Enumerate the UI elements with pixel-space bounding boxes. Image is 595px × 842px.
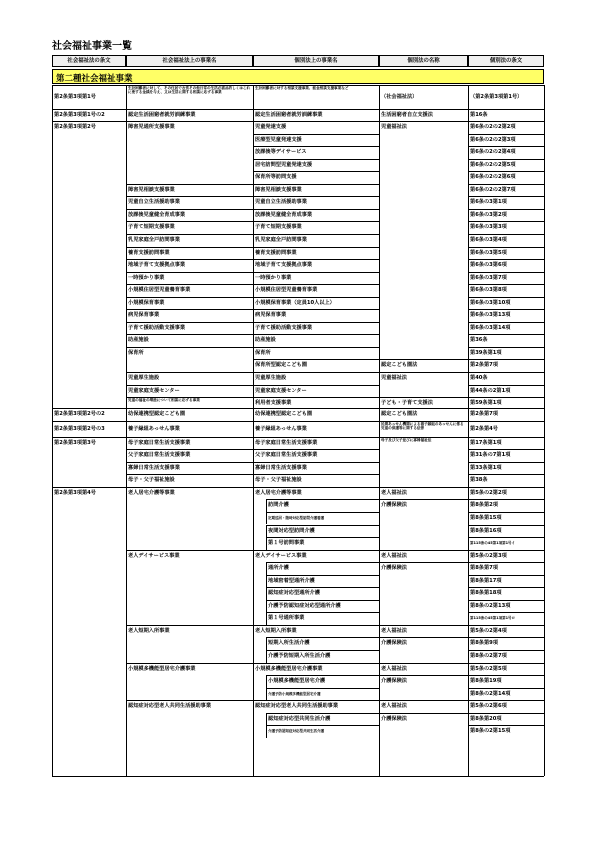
individual-law-business-cell: 保育所型認定こども園	[255, 362, 307, 369]
law-article-cell: 第5条の2第4項	[470, 627, 507, 634]
individual-law-business-cell: 児童発達支援	[255, 124, 287, 130]
law-article-cell: 第6条の3第1項	[470, 199, 507, 206]
business-name-cell: 寡婦日常生活支援事業	[128, 464, 180, 471]
individual-law-business-cell: 小規模多機能型居宅介護	[268, 678, 326, 685]
law-article-cell: 第40条	[470, 375, 488, 381]
law-article-cell: 第17条第1項	[470, 439, 502, 446]
law-article-cell: 第8条第20項	[470, 715, 502, 722]
law-article-cell: 第8条第7項	[470, 565, 498, 572]
individual-law-business-cell: 定期巡回・随時対応型訪問介護看護	[268, 515, 324, 520]
individual-law-business-cell: 介護予防短期入所生活介護	[268, 653, 331, 659]
business-name-cell: 老人デイサービス事業	[128, 552, 180, 559]
law-article-cell: 第8条の2第7項	[470, 653, 507, 659]
law-article-cell: 第6条の3第14項	[470, 324, 511, 331]
individual-law-business-cell: 養子縁組あっせん事業	[255, 425, 307, 432]
law-name-cell: 民間あっせん機関による養子縁組のあっせんに係る児童の保護等に関する法律	[381, 421, 464, 431]
law-article-cell: 第8条の2第14項	[470, 690, 511, 697]
business-name-cell: 一時預かり事業	[128, 274, 165, 281]
individual-law-business-cell: 子育て援助活動支援事業	[255, 324, 313, 331]
law-name-cell: 生活困窮者自立支援法	[381, 112, 433, 118]
individual-law-business-cell: 児童厚生施設	[255, 375, 287, 381]
column-header: 社会福祉法上の事業名	[126, 55, 253, 67]
law-name-cell: 老人福祉法	[381, 489, 407, 496]
individual-law-business-cell: 第１号訪問事業	[268, 540, 305, 547]
sub-item-divider	[266, 713, 267, 726]
individual-law-business-cell: 寡婦日常生活支援事業	[255, 464, 307, 471]
sub-item-divider	[266, 725, 267, 738]
business-name-cell: 児童厚生施設	[128, 375, 160, 381]
law-article-cell: 第115条の45第1項第1号イ	[470, 541, 516, 546]
column-divider	[126, 85, 127, 776]
law-name-cell: 介護保険法	[381, 678, 407, 685]
business-name-cell: 小規模保育事業	[128, 299, 165, 306]
business-name-cell: 病児保育事業	[128, 312, 160, 319]
individual-law-business-cell: 認定生活困窮者就労訓練事業	[255, 112, 323, 118]
law-article-cell: 第6条の2の2第7項	[470, 186, 516, 193]
article-cell: 第2条第3項第2号	[54, 124, 96, 130]
business-name-cell: 乳児家庭全戸訪問事業	[128, 236, 180, 243]
individual-law-business-cell: 養育支援訪問事業	[255, 249, 297, 256]
law-article-cell: 第8条第19項	[470, 678, 502, 685]
law-name-cell: 介護保険法	[381, 715, 407, 722]
sub-item-divider	[266, 675, 267, 688]
sub-item-divider	[266, 525, 267, 538]
law-name-cell: 母子及び父子並びに寡婦福祉法	[381, 437, 432, 442]
column-divider	[379, 85, 380, 776]
article-cell: 第2条第3項第4号	[54, 489, 96, 496]
business-name-cell: 老人居宅介護等事業	[128, 489, 175, 496]
individual-law-business-cell: 利用者支援事業	[255, 400, 292, 407]
business-name-cell: 認定生活困窮者就労訓練事業	[128, 112, 196, 118]
law-name-cell: 認定こども園法	[381, 362, 418, 369]
law-article-cell: （第2条第3項第1号）	[470, 94, 523, 100]
individual-law-business-cell: 乳児家庭全戸訪問事業	[255, 236, 307, 243]
law-article-cell: 第8条第16項	[470, 527, 502, 534]
business-name-cell: 老人短期入所事業	[128, 627, 170, 634]
law-name-cell: 老人福祉法	[381, 552, 407, 559]
sub-item-divider	[266, 612, 267, 625]
law-article-cell: 第6条の3第10項	[470, 299, 511, 306]
business-name-cell: 助産施設	[128, 337, 149, 344]
individual-law-business-cell: 認知症対応型老人共同生活援助事業	[255, 703, 339, 710]
law-article-cell: 第31条の7第1項	[470, 452, 511, 459]
page-title: 社会福祉事業一覧	[52, 41, 132, 52]
individual-law-business-cell: 保育所	[255, 349, 271, 356]
individual-law-business-cell: 放課後等デイサービス	[255, 149, 307, 156]
business-name-cell: 子育て短期支援事業	[128, 224, 175, 231]
law-article-cell: 第33条第1項	[470, 464, 502, 471]
law-article-cell: 第6条の3第7項	[470, 274, 507, 281]
column-header: 個別法上の事業名	[253, 55, 379, 67]
table-border-bottom	[52, 776, 544, 777]
individual-law-business-cell: 地域子育て支援拠点事業	[255, 262, 313, 269]
law-name-cell: 介護保険法	[381, 502, 407, 509]
individual-law-business-cell: 助産施設	[255, 337, 276, 344]
law-article-cell: 第2条第4号	[470, 425, 498, 432]
business-name-cell: 地域子育て支援拠点事業	[128, 262, 186, 269]
sub-item-divider	[266, 600, 267, 613]
law-article-cell: 第6条の3第4項	[470, 236, 507, 243]
individual-law-business-cell: 老人短期入所事業	[255, 627, 297, 634]
individual-law-business-cell: 医療型児童発達支援	[255, 136, 302, 143]
individual-law-business-cell: 小規模住居型児童養育事業	[255, 287, 318, 294]
article-cell: 第2条第3項第3号	[54, 439, 96, 446]
law-article-cell: 第5条の2第5項	[470, 665, 507, 672]
law-article-cell: 第8条の2第15項	[470, 728, 511, 735]
individual-law-business-cell: 地域密着型通所介護	[268, 577, 315, 584]
individual-law-business-cell: 母子・父子福祉施設	[255, 477, 302, 484]
law-article-cell: 第2条第7項	[470, 411, 498, 418]
law-name-cell: 児童福祉法	[381, 124, 407, 130]
sub-item-divider	[266, 537, 267, 550]
law-article-cell: 第8条第17項	[470, 577, 502, 584]
business-name-cell: 障害児通所支援事業	[128, 124, 175, 130]
individual-law-business-cell: 居宅訪問型児童発達支援	[255, 161, 313, 168]
law-article-cell: 第6条の2の2第3項	[470, 136, 516, 143]
law-article-cell: 第8条第2項	[470, 502, 498, 509]
sub-item-divider	[266, 688, 267, 701]
individual-law-business-cell: 保育所等訪問支援	[255, 174, 297, 181]
individual-law-business-cell: 児童自立生活援助事業	[255, 199, 307, 206]
law-article-cell: 第5条の2第2項	[470, 489, 507, 496]
law-article-cell: 第115条の45第1項第1号ロ	[470, 616, 516, 621]
business-name-cell: 父子家庭日常生活支援事業	[128, 452, 191, 459]
law-name-cell: 認定こども園法	[381, 411, 418, 418]
law-article-cell: 第6条の3第13項	[470, 312, 511, 319]
business-name-cell: 小規模多機能型居宅介護事業	[128, 665, 196, 672]
law-article-cell: 第8条第9項	[470, 640, 498, 647]
article-cell: 第2条第3項第1号の2	[54, 112, 105, 118]
individual-law-business-cell: 老人居宅介護等事業	[255, 489, 302, 496]
individual-law-business-cell: 第１号通所事業	[268, 615, 305, 622]
business-name-cell: 生計困難者に対して、その住居で衣食その他日常の生活必需品若しくはこれに要する金銭を与え、又は生活に関する相談に応ずる事業	[128, 86, 251, 95]
law-article-cell: 第6条の3第3項	[470, 224, 507, 231]
business-name-cell: 小規模住居型児童養育事業	[128, 287, 191, 294]
individual-law-business-cell: 一時預かり事業	[255, 274, 292, 281]
business-name-cell: 養子縁組あっせん事業	[128, 425, 180, 432]
article-cell: 第2条第3項第2号の3	[54, 425, 105, 432]
law-article-cell: 第8条第15項	[470, 514, 502, 521]
law-article-cell: 第6条の3第5項	[470, 249, 507, 256]
law-name-cell: 老人福祉法	[381, 627, 407, 634]
column-divider	[253, 85, 254, 776]
law-name-cell: 老人福祉法	[381, 703, 407, 710]
article-cell: 第2条第3項第1号	[54, 94, 96, 100]
law-article-cell: 第5条の2第6項	[470, 703, 507, 710]
individual-law-business-cell: 老人デイサービス事業	[255, 552, 307, 559]
law-article-cell: 第6条の2の2第4項	[470, 149, 516, 156]
individual-law-business-cell: 夜間対応型訪問介護	[268, 527, 315, 534]
sub-item-divider	[266, 512, 267, 525]
sub-item-divider	[266, 499, 267, 512]
column-header: 個別法の名称	[379, 55, 468, 67]
individual-law-business-cell: 病児保育事業	[255, 312, 287, 319]
law-article-cell: 第59条第1項	[470, 400, 502, 407]
individual-law-business-cell: 介護予防認知症対応型共同生活介護	[268, 729, 324, 734]
sub-item-divider	[266, 587, 267, 600]
law-article-cell: 第16条	[470, 112, 488, 118]
law-article-cell: 第44条の2第1項	[470, 387, 511, 394]
law-name-cell: 介護保険法	[381, 640, 407, 647]
law-article-cell: 第36条	[470, 337, 488, 344]
law-article-cell: 第38条	[470, 477, 488, 484]
business-name-cell: 保育所	[128, 349, 144, 356]
column-divider	[468, 85, 469, 776]
individual-law-business-cell: 介護予防認知症対応型通所介護	[268, 602, 341, 609]
law-article-cell: 第6条の2の2第6項	[470, 174, 516, 181]
individual-law-business-cell: 認知症対応型通所介護	[268, 590, 320, 597]
business-name-cell: 幼保連携型認定こども園	[128, 411, 186, 418]
individual-law-business-cell: 介護予防小規模多機能型居宅介護	[268, 691, 321, 696]
individual-law-business-cell: 放課後児童健全育成事業	[255, 211, 313, 218]
law-article-cell: 第39条第1項	[470, 349, 502, 356]
business-name-cell: 児童の福祉の増進について相談に応ずる事業	[128, 398, 200, 403]
individual-law-business-cell: 母子家庭日常生活支援事業	[255, 439, 318, 446]
business-name-cell: 子育て援助活動支援事業	[128, 324, 186, 331]
section-title: 第二種社会福祉事業	[56, 74, 133, 84]
business-name-cell: 養育支援訪問事業	[128, 249, 170, 256]
sub-item-divider	[266, 575, 267, 588]
individual-law-business-cell: 短期入所生活介護	[268, 640, 310, 647]
law-name-cell: 老人福祉法	[381, 665, 407, 672]
individual-law-business-cell: 通所介護	[268, 565, 289, 572]
business-name-cell: 母子家庭日常生活支援事業	[128, 439, 191, 446]
law-article-cell: 第6条の3第2項	[470, 211, 507, 218]
law-article-cell: 第6条の3第8項	[470, 287, 507, 294]
sub-item-divider	[266, 637, 267, 650]
law-article-cell: 第6条の2の2第5項	[470, 161, 516, 168]
business-name-cell: 放課後児童健全育成事業	[128, 211, 186, 218]
business-name-cell: 認知症対応型老人共同生活援助事業	[128, 703, 212, 710]
individual-law-business-cell: 訪問介護	[268, 502, 289, 509]
law-article-cell: 第6条の3第6項	[470, 262, 507, 269]
article-cell: 第2条第3項第2号の2	[54, 411, 105, 418]
individual-law-business-cell: 障害児相談支援事業	[255, 186, 302, 193]
law-article-cell: 第8条の2第13項	[470, 602, 511, 609]
column-header: 個別法の条文	[468, 55, 544, 67]
law-name-cell: 介護保険法	[381, 565, 407, 572]
individual-law-business-cell: 小規模多機能型居宅介護事業	[255, 665, 323, 672]
individual-law-business-cell: 児童家庭支援センター	[255, 387, 307, 394]
individual-law-business-cell: 子育て短期支援事業	[255, 224, 302, 231]
law-name-cell: 児童福祉法	[381, 375, 407, 381]
individual-law-business-cell: 小規模保育事業（定員10人以上）	[255, 299, 335, 306]
law-article-cell: 第8条第18項	[470, 590, 502, 597]
section-band	[52, 69, 544, 84]
business-name-cell: 児童自立生活援助事業	[128, 199, 180, 206]
business-name-cell: 児童家庭支援センター	[128, 387, 180, 394]
law-article-cell: 第5条の2第3項	[470, 552, 507, 559]
law-article-cell: 第6条の2の2第2項	[470, 124, 516, 130]
business-name-cell: 母子・父子福祉施設	[128, 477, 175, 484]
individual-law-business-cell: 幼保連携型認定こども園	[255, 411, 313, 418]
individual-law-business-cell: 父子家庭日常生活支援事業	[255, 452, 318, 459]
business-name-cell: 障害児相談支援事業	[128, 186, 175, 193]
sub-item-divider	[266, 562, 267, 575]
column-header: 社会福祉法の条文	[52, 55, 126, 67]
individual-law-business-cell: 生計困難者に対する相談支援事業、能金相談支援事業など	[255, 86, 349, 90]
table-border-right	[544, 85, 545, 776]
sub-item-divider	[266, 650, 267, 663]
table-border-left	[52, 85, 53, 776]
law-name-cell: 子ども・子育て支援法	[381, 400, 433, 407]
individual-law-business-cell: 認知症対応型共同生活介護	[268, 715, 331, 722]
law-article-cell: 第2条第7項	[470, 362, 498, 369]
law-name-cell: （社会福祉法）	[381, 94, 418, 100]
